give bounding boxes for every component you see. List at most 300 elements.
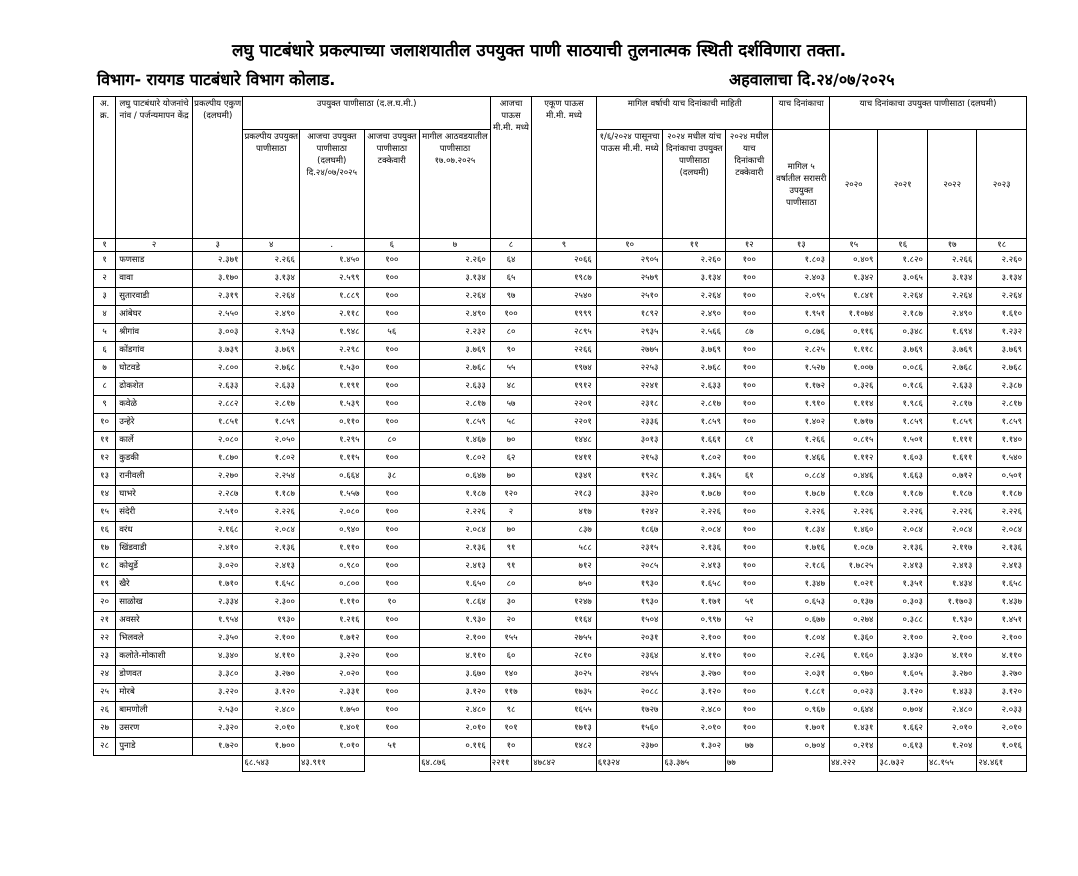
cell-today-useful: ०.६६४ bbox=[299, 468, 364, 486]
cell-2021: ०.३०३ bbox=[878, 594, 927, 612]
cell-serial: २३ bbox=[94, 648, 116, 666]
cell-2024-percent: १०० bbox=[726, 504, 773, 522]
division-label: विभाग- रायगड पाटबंधारे विभाग कोलाड. bbox=[97, 70, 336, 89]
cell-total-capacity: २.३३४ bbox=[192, 594, 242, 612]
table-row bbox=[94, 666, 1027, 684]
cell-2023: २.४१३ bbox=[977, 558, 1027, 576]
cell-last-week: ३.७६९ bbox=[420, 342, 491, 360]
table-row bbox=[94, 450, 1027, 468]
column-number: १ bbox=[94, 239, 116, 252]
cell-today-useful: १.२१६ bbox=[299, 612, 364, 630]
cell-5yr-average: ०.८७६ bbox=[773, 324, 830, 342]
cell-2021: १.६६३ bbox=[878, 468, 927, 486]
cell-2020: ०.९७० bbox=[830, 666, 878, 684]
cell-2024-useful: २.२६० bbox=[663, 252, 726, 270]
cell-today-rain: १५५ bbox=[490, 630, 531, 648]
cell-2020: ०.६४४ bbox=[830, 702, 878, 720]
cell-today-percent: १०० bbox=[364, 540, 420, 558]
cell-today-rain: ९० bbox=[490, 342, 531, 360]
cell-2020: १.११८ bbox=[830, 342, 878, 360]
cell-today-percent: १०० bbox=[364, 504, 420, 522]
cell-2022: २.४८० bbox=[927, 702, 976, 720]
header-year-2022: २०२२ bbox=[927, 130, 976, 239]
header-2024-useful: २०२४ मधील यांच दिनांकाचा उपयुक्त पाणीसाठा (दलघमी) bbox=[663, 130, 726, 239]
cell-last-week: २.०१० bbox=[420, 720, 491, 738]
column-number: ११ bbox=[663, 239, 726, 252]
cell-scheme-name: रानीवली bbox=[116, 468, 193, 486]
cell-5yr-average: १.८०४ bbox=[773, 630, 830, 648]
cell-last-week: २.४८० bbox=[420, 702, 491, 720]
cell-total-capacity: ३.२२० bbox=[192, 684, 242, 702]
cell-2024-useful: १.१७१ bbox=[663, 594, 726, 612]
cell-last-week: २.४९० bbox=[420, 306, 491, 324]
cell-2024-useful: २.२२६ bbox=[663, 504, 726, 522]
cell-2021: १.५०१ bbox=[878, 432, 927, 450]
cell-today-useful: ०.८०० bbox=[299, 576, 364, 594]
cell-today-rain: ९८ bbox=[490, 702, 531, 720]
cell-2021: १.९८६ bbox=[878, 396, 927, 414]
header-today-rain: आजचा पाऊस मी.मी. मध्ये bbox=[490, 97, 531, 239]
cell-today-percent: १०० bbox=[364, 666, 420, 684]
cell-2023: २.१०० bbox=[977, 630, 1027, 648]
cell-last-week: १.४६७ bbox=[420, 432, 491, 450]
cell-2020: ०.२७४ bbox=[830, 612, 878, 630]
cell-serial: १३ bbox=[94, 468, 116, 486]
cell-last-week: २.२६४ bbox=[420, 288, 491, 306]
cell-2024-percent: १०० bbox=[726, 720, 773, 738]
table-row bbox=[94, 540, 1027, 558]
cell-project-useful: २.८१७ bbox=[243, 396, 300, 414]
cell-total-capacity: २.३२० bbox=[192, 720, 242, 738]
cell-2024-useful: २.०१० bbox=[663, 720, 726, 738]
cell-2020: १.१०७४ bbox=[830, 306, 878, 324]
cell-rain-since: १९२८ bbox=[596, 468, 663, 486]
cell-today-rain: १०० bbox=[490, 306, 531, 324]
cell-today-rain: १२० bbox=[490, 486, 531, 504]
cell-serial: ७ bbox=[94, 360, 116, 378]
cell-2020: १.४३१ bbox=[830, 720, 878, 738]
cell-total-rain: १९९९ bbox=[532, 306, 597, 324]
cell-total-capacity: ३.०२० bbox=[192, 558, 242, 576]
cell-2020: ०.८१५ bbox=[830, 432, 878, 450]
total-2024-percent: ७७ bbox=[726, 756, 773, 772]
cell-2023: २.२६४ bbox=[977, 288, 1027, 306]
cell-2024-percent: ८७ bbox=[726, 324, 773, 342]
cell-project-useful: १९३० bbox=[243, 612, 300, 630]
cell-total-rain: २७५५ bbox=[532, 630, 597, 648]
cell-today-rain: ८० bbox=[490, 576, 531, 594]
cell-2024-percent: ७७ bbox=[726, 738, 773, 756]
cell-scheme-name: खिंडवाडी bbox=[116, 540, 193, 558]
cell-project-useful: ३.२७० bbox=[243, 666, 300, 684]
cell-total-rain: १७३५ bbox=[532, 684, 597, 702]
table-row bbox=[94, 486, 1027, 504]
cell-last-week: ०.६४७ bbox=[420, 468, 491, 486]
cell-rain-since: १८९२ bbox=[596, 306, 663, 324]
cell-today-rain: ७० bbox=[490, 522, 531, 540]
cell-rain-since: १९३० bbox=[596, 576, 663, 594]
header-scheme-name: लघु पाटबंधारे योजनांचे नांव / पर्जन्यमापन केंद्र bbox=[116, 97, 193, 239]
cell-2024-percent: ५१ bbox=[726, 594, 773, 612]
cell-scheme-name: आंबेघर bbox=[116, 306, 193, 324]
cell-scheme-name: कुडकी bbox=[116, 450, 193, 468]
cell-5yr-average: १.९५१ bbox=[773, 306, 830, 324]
cell-serial: १७ bbox=[94, 540, 116, 558]
cell-last-week: २.७६८ bbox=[420, 360, 491, 378]
cell-total-capacity: ३.३८० bbox=[192, 666, 242, 684]
cell-2020: १.३६० bbox=[830, 630, 878, 648]
total-2023: २४.४६१ bbox=[977, 756, 1027, 772]
cell-2020: १.०२१ bbox=[830, 576, 878, 594]
total-rain-since: ६१३२४ bbox=[596, 756, 663, 772]
cell-2023: १.५४० bbox=[977, 450, 1027, 468]
cell-2023: १.०१६ bbox=[977, 738, 1027, 756]
cell-2024-percent: १०० bbox=[726, 396, 773, 414]
cell-serial: २६ bbox=[94, 702, 116, 720]
cell-today-rain: ९७ bbox=[490, 288, 531, 306]
column-number: . bbox=[299, 239, 364, 252]
cell-today-useful: २.५९९ bbox=[299, 270, 364, 288]
cell-today-rain: ८० bbox=[490, 324, 531, 342]
cell-2024-percent: १०० bbox=[726, 558, 773, 576]
cell-total-capacity: ४.३४० bbox=[192, 648, 242, 666]
cell-serial: २१ bbox=[94, 612, 116, 630]
cell-2024-useful: २.५६६ bbox=[663, 324, 726, 342]
cell-rain-since: २२४१ bbox=[596, 378, 663, 396]
cell-scheme-name: बामणोली bbox=[116, 702, 193, 720]
cell-today-useful: २.२९८ bbox=[299, 342, 364, 360]
cell-2023: १.२३२ bbox=[977, 324, 1027, 342]
cell-2023: १.८५९ bbox=[977, 414, 1027, 432]
cell-today-percent: १०० bbox=[364, 684, 420, 702]
cell-today-useful: १.१९१ bbox=[299, 378, 364, 396]
cell-2022: १.१७०३ bbox=[927, 594, 976, 612]
header-year-2021: २०२१ bbox=[878, 130, 927, 239]
header-total-capacity: प्रकल्पीय एकुण (दलघमी) bbox=[192, 97, 242, 239]
cell-2020: ०.४४६ bbox=[830, 468, 878, 486]
cell-2022: १.९३० bbox=[927, 612, 976, 630]
cell-today-useful: ०.११० bbox=[299, 414, 364, 432]
cell-2022: २.४१३ bbox=[927, 558, 976, 576]
cell-today-useful: १.४५० bbox=[299, 252, 364, 270]
cell-2022: १.८५९ bbox=[927, 414, 976, 432]
cell-2020: ०.११६ bbox=[830, 324, 878, 342]
header-rain-since: १/६/२०२४ पासूनचा पाऊस मी.मी. मध्ये bbox=[596, 130, 663, 239]
cell-today-useful: १.८८९ bbox=[299, 288, 364, 306]
cell-rain-since: २३१८ bbox=[596, 396, 663, 414]
cell-2022: ४.११० bbox=[927, 648, 976, 666]
cell-total-rain: ११६४ bbox=[532, 612, 597, 630]
cell-today-percent: १०० bbox=[364, 648, 420, 666]
cell-2024-useful: २.२६४ bbox=[663, 288, 726, 306]
table-row bbox=[94, 432, 1027, 450]
cell-total-rain: ४१७ bbox=[532, 504, 597, 522]
cell-2024-useful: २.१३६ bbox=[663, 540, 726, 558]
cell-2020: १.१८७ bbox=[830, 486, 878, 504]
cell-scheme-name: भिलवले bbox=[116, 630, 193, 648]
cell-2022: २.२६६ bbox=[927, 252, 976, 270]
cell-last-week: १.६५० bbox=[420, 576, 491, 594]
total-last-week: ६४.८७६ bbox=[420, 756, 491, 772]
cell-rain-since: २०८८ bbox=[596, 684, 663, 702]
cell-2024-percent: १०० bbox=[726, 342, 773, 360]
cell-today-percent: १०० bbox=[364, 450, 420, 468]
cell-scheme-name: कार्ले bbox=[116, 432, 193, 450]
cell-today-useful: १.११० bbox=[299, 594, 364, 612]
cell-total-rain: २१८३ bbox=[532, 486, 597, 504]
cell-serial: २४ bbox=[94, 666, 116, 684]
total-rain: ४७८४२ bbox=[532, 756, 597, 772]
cell-2022: ०.७१२ bbox=[927, 468, 976, 486]
cell-2024-percent: १०० bbox=[726, 576, 773, 594]
cell-2022: २.६३३ bbox=[927, 378, 976, 396]
cell-2024-percent: १०० bbox=[726, 666, 773, 684]
header-today-useful: आजचा उपयुक्त पाणीसाठा (दलघमी) दि.२४/०७/२०२५ bbox=[299, 130, 364, 239]
cell-last-week: २.१०० bbox=[420, 630, 491, 648]
cell-scheme-name: वावा bbox=[116, 270, 193, 288]
header-last-year-group: मागिल वर्षाची याच दिनांकाची माहिती bbox=[596, 97, 773, 130]
cell-5yr-average: १.४६६ bbox=[773, 450, 830, 468]
cell-project-useful: १.८५९ bbox=[243, 414, 300, 432]
cell-total-rain: १६५५ bbox=[532, 702, 597, 720]
cell-2023: २.८१७ bbox=[977, 396, 1027, 414]
cell-last-week: १.८६४ bbox=[420, 594, 491, 612]
cell-2022: २.२६४ bbox=[927, 288, 976, 306]
cell-2021: १.६०३ bbox=[878, 450, 927, 468]
cell-today-percent: १०० bbox=[364, 612, 420, 630]
table-row bbox=[94, 648, 1027, 666]
cell-last-week: २.२३२ bbox=[420, 324, 491, 342]
cell-last-week: २.०८४ bbox=[420, 522, 491, 540]
cell-today-useful: १.२९५ bbox=[299, 432, 364, 450]
column-number: १८ bbox=[977, 239, 1027, 252]
cell-2023: १.१४० bbox=[977, 432, 1027, 450]
cell-2024-useful: १.७८७ bbox=[663, 486, 726, 504]
cell-serial: १५ bbox=[94, 504, 116, 522]
cell-rain-since: २३६४ bbox=[596, 648, 663, 666]
cell-total-capacity: २.६३३ bbox=[192, 378, 242, 396]
cell-2023: ३.७६९ bbox=[977, 342, 1027, 360]
cell-2021: १.६६२ bbox=[878, 720, 927, 738]
cell-today-useful: १.११० bbox=[299, 540, 364, 558]
cell-2022: २.८१७ bbox=[927, 396, 976, 414]
cell-last-week: १.८५९ bbox=[420, 414, 491, 432]
cell-serial: १९ bbox=[94, 576, 116, 594]
cell-today-percent: १०० bbox=[364, 360, 420, 378]
cell-total-rain: २०६६ bbox=[532, 252, 597, 270]
cell-today-useful: १.५३९ bbox=[299, 396, 364, 414]
cell-project-useful: २.२६४ bbox=[243, 288, 300, 306]
cell-project-useful: २.३०० bbox=[243, 594, 300, 612]
cell-today-rain: ६४ bbox=[490, 252, 531, 270]
cell-2023: २.१३६ bbox=[977, 540, 1027, 558]
cell-2020: १.४६० bbox=[830, 522, 878, 540]
cell-2020: १.८४१ bbox=[830, 288, 878, 306]
totals-row bbox=[94, 756, 1027, 772]
cell-2020: ०.१३७ bbox=[830, 594, 878, 612]
cell-5yr-average: २.२२६ bbox=[773, 504, 830, 522]
cell-project-useful: ३.१२० bbox=[243, 684, 300, 702]
cell-total-capacity: १.९५४ bbox=[192, 612, 242, 630]
cell-5yr-average: १.७८७ bbox=[773, 486, 830, 504]
reservoir-table bbox=[93, 96, 1027, 772]
column-number: २ bbox=[116, 239, 193, 252]
cell-scheme-name: ढोकशेत bbox=[116, 378, 193, 396]
cell-2021: ०.०८६ bbox=[878, 360, 927, 378]
cell-serial: १ bbox=[94, 252, 116, 270]
cell-scheme-name: डोणवत bbox=[116, 666, 193, 684]
cell-2024-percent: ८१ bbox=[726, 432, 773, 450]
cell-today-useful: ०.९८० bbox=[299, 558, 364, 576]
cell-scheme-name: श्रीगांव bbox=[116, 324, 193, 342]
cell-2023: २.०३३ bbox=[977, 702, 1027, 720]
cell-today-useful: १.५३० bbox=[299, 360, 364, 378]
table-row bbox=[94, 288, 1027, 306]
column-number: १७ bbox=[927, 239, 976, 252]
table-row bbox=[94, 558, 1027, 576]
cell-5yr-average: ०.६५३ bbox=[773, 594, 830, 612]
cell-total-rain: २८१० bbox=[532, 648, 597, 666]
cell-2023: १.६५८ bbox=[977, 576, 1027, 594]
cell-last-week: ३.१३४ bbox=[420, 270, 491, 288]
cell-2023: १.४३७ bbox=[977, 594, 1027, 612]
cell-total-capacity: २.५३० bbox=[192, 702, 242, 720]
cell-last-week: १.९३० bbox=[420, 612, 491, 630]
cell-today-percent: १०० bbox=[364, 630, 420, 648]
total-2021: ३८.७३२ bbox=[878, 756, 927, 772]
cell-5yr-average: ०.७०४ bbox=[773, 738, 830, 756]
cell-2024-percent: १०० bbox=[726, 252, 773, 270]
cell-2020: १.००७ bbox=[830, 360, 878, 378]
cell-2022: २.०८४ bbox=[927, 522, 976, 540]
cell-total-capacity: १.८५१ bbox=[192, 414, 242, 432]
cell-2023: २.७६८ bbox=[977, 360, 1027, 378]
cell-total-rain: ८३७ bbox=[532, 522, 597, 540]
cell-2021: १.३५१ bbox=[878, 576, 927, 594]
cell-2024-percent: १०० bbox=[726, 648, 773, 666]
cell-2022: ३.१३४ bbox=[927, 270, 976, 288]
cell-scheme-name: मोरबे bbox=[116, 684, 193, 702]
cell-today-percent: ५१ bbox=[364, 738, 420, 756]
cell-2023: २.०८४ bbox=[977, 522, 1027, 540]
cell-serial: ३ bbox=[94, 288, 116, 306]
cell-today-useful: १.११५ bbox=[299, 450, 364, 468]
cell-today-useful: २.११८ bbox=[299, 306, 364, 324]
cell-5yr-average: २.०९५ bbox=[773, 288, 830, 306]
cell-2020: १.०८७ bbox=[830, 540, 878, 558]
cell-scheme-name: पुनाडे bbox=[116, 738, 193, 756]
report-date: अहवालाचा दि.२४/०७/२०२५ bbox=[729, 70, 895, 89]
cell-scheme-name: कोथुर्डे bbox=[116, 558, 193, 576]
cell-scheme-name: खैरे bbox=[116, 576, 193, 594]
cell-total-capacity: २.५१० bbox=[192, 504, 242, 522]
table-row bbox=[94, 630, 1027, 648]
total-2020: ४४.२२२ bbox=[830, 756, 878, 772]
cell-total-rain: १९१२ bbox=[532, 378, 597, 396]
cell-2021: ३.७६९ bbox=[878, 342, 927, 360]
cell-2024-percent: १०० bbox=[726, 378, 773, 396]
cell-serial: ६ bbox=[94, 342, 116, 360]
cell-2023: ३.१२० bbox=[977, 684, 1027, 702]
cell-scheme-name: साळोख bbox=[116, 594, 193, 612]
cell-2024-percent: ६१ bbox=[726, 468, 773, 486]
cell-2021: ०.७०४ bbox=[878, 702, 927, 720]
cell-total-rain: १४११ bbox=[532, 450, 597, 468]
total-today-rain: २२११ bbox=[490, 756, 531, 772]
cell-2024-percent: १०० bbox=[726, 288, 773, 306]
cell-today-percent: १०० bbox=[364, 576, 420, 594]
cell-rain-since: २७७५ bbox=[596, 342, 663, 360]
table-row bbox=[94, 738, 1027, 756]
cell-2020: १.७८२५ bbox=[830, 558, 878, 576]
cell-2020: २.२२६ bbox=[830, 504, 878, 522]
cell-today-percent: १०० bbox=[364, 486, 420, 504]
cell-today-percent: १०० bbox=[364, 270, 420, 288]
cell-total-capacity: २.०८० bbox=[192, 432, 242, 450]
cell-today-rain: ९१ bbox=[490, 558, 531, 576]
table-row bbox=[94, 414, 1027, 432]
cell-serial: ४ bbox=[94, 306, 116, 324]
header-last-week: मागील आठवडयातील पाणीसाठा १७.०७.२०२५ bbox=[420, 130, 491, 239]
cell-5yr-average: १.३४७ bbox=[773, 576, 830, 594]
cell-today-percent: १०० bbox=[364, 558, 420, 576]
cell-project-useful: २.६३३ bbox=[243, 378, 300, 396]
cell-serial: २२ bbox=[94, 630, 116, 648]
cell-serial: १८ bbox=[94, 558, 116, 576]
header-year-2020: २०२० bbox=[830, 130, 878, 239]
cell-project-useful: २.०८४ bbox=[243, 522, 300, 540]
cell-2022: २.१०० bbox=[927, 630, 976, 648]
cell-rain-since: ३०१३ bbox=[596, 432, 663, 450]
cell-scheme-name: फणसाड bbox=[116, 252, 193, 270]
cell-project-useful: २.२५४ bbox=[243, 468, 300, 486]
cell-today-useful: १.७१२ bbox=[299, 630, 364, 648]
cell-serial: २८ bbox=[94, 738, 116, 756]
cell-last-week: ३.१२० bbox=[420, 684, 491, 702]
column-number: १३ bbox=[773, 239, 830, 252]
cell-today-rain: १०१ bbox=[490, 720, 531, 738]
cell-today-rain: ११७ bbox=[490, 684, 531, 702]
cell-2021: ३.०६५ bbox=[878, 270, 927, 288]
cell-project-useful: २.२२६ bbox=[243, 504, 300, 522]
cell-2023: १.४५१ bbox=[977, 612, 1027, 630]
cell-rain-since: २३७० bbox=[596, 738, 663, 756]
cell-serial: १२ bbox=[94, 450, 116, 468]
cell-5yr-average: २.१८६ bbox=[773, 558, 830, 576]
cell-2020: १.११४ bbox=[830, 396, 878, 414]
cell-2023: २.२२६ bbox=[977, 504, 1027, 522]
cell-today-rain: ५८ bbox=[490, 414, 531, 432]
cell-rain-since: २२५३ bbox=[596, 360, 663, 378]
cell-project-useful: १.७०० bbox=[243, 738, 300, 756]
cell-2024-percent: १०० bbox=[726, 360, 773, 378]
cell-5yr-average: १.९१० bbox=[773, 396, 830, 414]
cell-5yr-average: १.८३४ bbox=[773, 522, 830, 540]
cell-2024-useful: १.८५९ bbox=[663, 414, 726, 432]
cell-today-rain: ६५ bbox=[490, 270, 531, 288]
cell-2021: १.६०५ bbox=[878, 666, 927, 684]
cell-today-percent: १०० bbox=[364, 702, 420, 720]
cell-2022: २.४९० bbox=[927, 306, 976, 324]
cell-2021: २.०८४ bbox=[878, 522, 927, 540]
cell-5yr-average: १.८८१ bbox=[773, 684, 830, 702]
column-number: १५ bbox=[830, 239, 878, 252]
cell-today-percent: ३८ bbox=[364, 468, 420, 486]
column-number: ३ bbox=[192, 239, 242, 252]
cell-today-useful: १.०१० bbox=[299, 738, 364, 756]
cell-2024-useful: ४.११० bbox=[663, 648, 726, 666]
cell-today-rain: ६० bbox=[490, 648, 531, 666]
